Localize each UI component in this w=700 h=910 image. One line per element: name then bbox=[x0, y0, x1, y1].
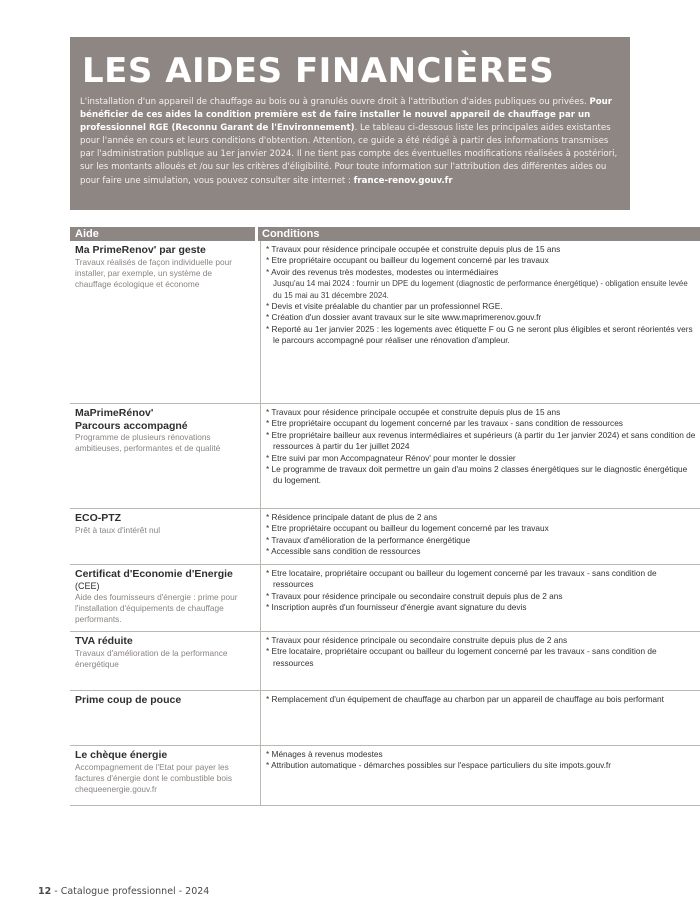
condition-item: * Avoir des revenus très modestes, modestes ou intermédiaires bbox=[266, 266, 499, 277]
table-row bbox=[70, 403, 700, 508]
condition-item: * Résidence principale datant de plus de 2 ans bbox=[266, 512, 438, 522]
condition-item: * Etre propriétaire occupant ou bailleur du logement concerné par les travaux bbox=[266, 523, 549, 534]
condition-item: * Travaux d'amélioration de la performance énergétique bbox=[266, 534, 471, 545]
intro-paragraph bbox=[80, 96, 620, 188]
conditions-list bbox=[266, 694, 696, 705]
conditions-cell bbox=[261, 691, 700, 745]
conditions-cell bbox=[261, 746, 700, 805]
aide-name: Prime coup de pouce bbox=[75, 694, 182, 706]
condition-item: * Travaux pour résidence principale ou secondaire construit depuis plus de 2 ans bbox=[266, 590, 563, 601]
conditions-cell bbox=[261, 404, 700, 508]
conditions-list bbox=[266, 635, 696, 669]
header-aide: Aide bbox=[70, 227, 258, 241]
page-footer bbox=[38, 886, 209, 897]
conditions-cell bbox=[261, 565, 700, 631]
aide-name: Le chèque énergie bbox=[75, 749, 168, 761]
table-body bbox=[70, 241, 700, 806]
footer-text: - Catalogue professionnel - 2024 bbox=[51, 886, 210, 897]
aide-name: Certificat d'Economie d'Energie bbox=[75, 568, 233, 580]
condition-item: * Etre propriétaire bailleur aux revenus intermédiaires et supérieurs (à partir du 1er janvier 2024) et sans condition de ressources à partir du 1er juillet 2024 bbox=[266, 429, 696, 452]
aide-description: Aide des fournisseurs d'énergie : prime pour l'installation d'équipements de chauffage performants. bbox=[75, 591, 238, 624]
condition-item: * Attribution automatique - démarches possibles sur l'espace particuliers du site impots.gouv.fr bbox=[266, 760, 611, 771]
france-renov-link[interactable]: france-renov.gouv.fr bbox=[353, 175, 453, 186]
table-row bbox=[70, 690, 700, 745]
conditions-list bbox=[266, 749, 696, 772]
intro-text-1: L'installation d'un appareil de chauffage au bois ou à granulés ouvre droit à l'attribution d'aides publiques ou privées. bbox=[80, 97, 590, 107]
aide-subtitle: Parcours accompagné bbox=[75, 419, 188, 432]
table-row bbox=[70, 508, 700, 564]
table-row bbox=[70, 745, 700, 806]
aide-cell bbox=[70, 241, 261, 403]
conditions-cell bbox=[261, 632, 700, 690]
aide-description: Accompagnement de l'Etat pour payer les factures d'énergie dont le combustible bois chequeenergie.gouv.fr bbox=[75, 761, 233, 794]
table-row bbox=[70, 564, 700, 631]
table-row bbox=[70, 241, 700, 403]
aide-cell bbox=[70, 509, 261, 564]
intro-text-2: . Le tableau ci-dessous liste les principales aides existantes pour l'année en cours et leurs conditions d'obtention. Attention, ce guide a été rédigé à partir des informations transmises par l'administration publique au 1er janvier 2024. Il ne tient pas compte des éventuelles modifications réalisées à postériori, sur les montants alloués et /ou sur les critères d'éligibilité. Pour toute information sur l'attribution des différentes aides ou pour faire une simulation, vous pouvez consulter site internet : bbox=[80, 123, 618, 186]
condition-item: * Etre propriétaire occupant ou bailleur du logement concerné par les travaux bbox=[266, 255, 549, 266]
condition-item: * Travaux pour résidence principale ou secondaire construite depuis plus de 2 ans bbox=[266, 635, 568, 645]
condition-item: * Travaux pour résidence principale occupée et construite depuis plus de 15 ans bbox=[266, 407, 561, 417]
aide-name: ECO-PTZ bbox=[75, 512, 122, 524]
condition-item: * Etre propriétaire occupant du logement concerné par les travaux - sans condition de ressources bbox=[266, 418, 623, 429]
page-number: 12 bbox=[38, 886, 52, 897]
aide-name: TVA réduite bbox=[75, 635, 133, 647]
aides-table bbox=[70, 227, 700, 806]
condition-item: * Etre suivi par mon Accompagnateur Rénov' pour monter le dossier bbox=[266, 452, 516, 463]
aide-cell bbox=[70, 404, 261, 508]
condition-item: * Devis et visite préalable du chantier par un professionnel RGE. bbox=[266, 301, 503, 312]
condition-item: * Etre locataire, propriétaire occupant ou bailleur du logement concerné par les travaux - sans condition de ressources bbox=[266, 568, 657, 590]
aide-cell bbox=[70, 691, 261, 745]
conditions-cell bbox=[261, 509, 700, 564]
aide-description: Prêt à taux d'intérêt nul bbox=[75, 524, 161, 535]
conditions-list bbox=[266, 568, 696, 614]
aide-description: Programme de plusieurs rénovations ambitieuses, performantes et de qualité bbox=[75, 432, 221, 453]
condition-item: * Accessible sans condition de ressources bbox=[266, 546, 421, 557]
aide-description: Travaux d'amélioration de la performance énergétique bbox=[75, 647, 228, 669]
condition-item: Jusqu'au 14 mai 2024 : fournir un DPE du logement (diagnostic de performance énergétique) - obligation ensuite levée du 15 mai au 31 décembre 2024. bbox=[273, 279, 688, 300]
aide-cell bbox=[70, 746, 261, 805]
table-row bbox=[70, 631, 700, 690]
intro-bold-text: Pour bénéficier de ces aides la condition première est de faire installer le nouvel appareil de chauffage par un professionnel RGE (Reconnu Garant de l'Environnement) bbox=[80, 97, 612, 134]
aide-cell bbox=[70, 565, 261, 631]
aide-description: Travaux réalisés de façon individuelle pour installer, par exemple, un système de chauffage écologique et économe bbox=[75, 256, 232, 289]
condition-item: * Création d'un dossier avant travaux sur le site www.maprimerenov.gouv.fr bbox=[266, 312, 542, 323]
aide-name: MaPrimeRénov' bbox=[75, 407, 154, 419]
page-title: LES AIDES FINANCIÈRES bbox=[82, 51, 555, 91]
condition-item: * Etre locataire, propriétaire occupant ou bailleur du logement concerné par les travaux - sans condition de ressources bbox=[266, 646, 657, 668]
conditions-list bbox=[266, 244, 696, 347]
aide-subtitle: (CEE) bbox=[75, 580, 100, 591]
aide-cell bbox=[70, 632, 261, 690]
intro-banner bbox=[70, 37, 630, 210]
condition-item: * Remplacement d'un équipement de chauffage au charbon par un appareil de chauffage au bois performant bbox=[266, 694, 664, 704]
condition-item: * Inscription auprès d'un fournisseur d'énergie avant signature du devis bbox=[266, 602, 527, 613]
aide-name: Ma PrimeRenov' par geste bbox=[75, 244, 206, 256]
table-header bbox=[70, 227, 700, 241]
conditions-list bbox=[266, 512, 696, 558]
header-conditions: Conditions bbox=[258, 227, 700, 241]
conditions-cell bbox=[261, 241, 700, 403]
condition-item: * Travaux pour résidence principale occupée et construite depuis plus de 15 ans bbox=[266, 244, 561, 254]
condition-item: * Le programme de travaux doit permettre un gain d'au moins 2 classes énergétiques sur le diagnostic énergétique du logement. bbox=[266, 464, 688, 486]
condition-item: * Ménages à revenus modestes bbox=[266, 749, 383, 759]
conditions-list bbox=[266, 407, 696, 487]
condition-item: * Reporté au 1er janvier 2025 : les logements avec étiquette F ou G ne seront plus éligibles et seront réorientés vers le parcours accompagné pour réaliser une rénovation d'ampleur. bbox=[266, 323, 693, 346]
